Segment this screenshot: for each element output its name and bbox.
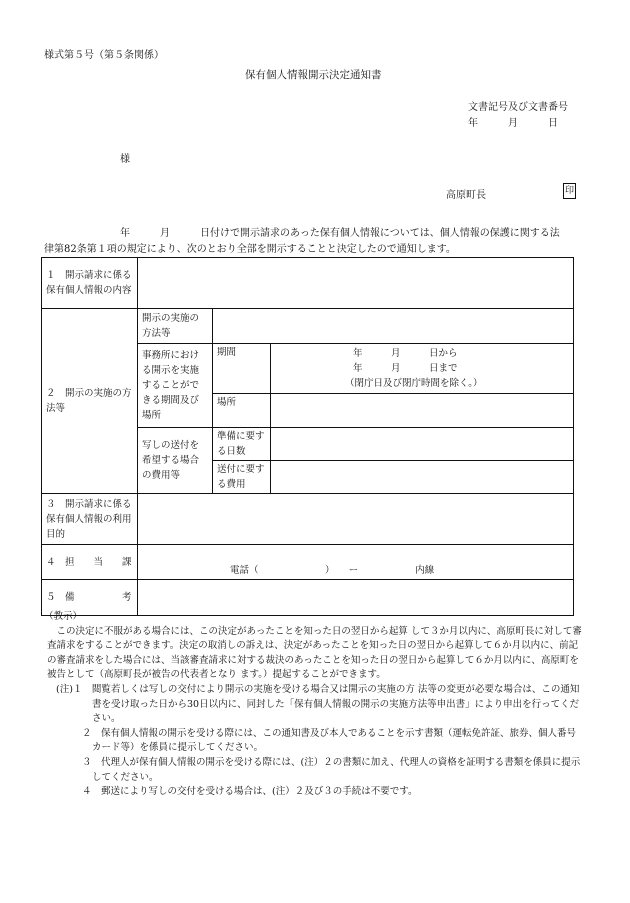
decision-table xyxy=(41,257,574,616)
send-cost-value xyxy=(271,461,574,494)
period-note: （閉庁日及び閉庁時間を除く。） xyxy=(345,378,483,389)
place-value xyxy=(271,394,574,428)
remarks-label: ５ 備 考 xyxy=(42,580,138,616)
issue-date: 年 月 日 xyxy=(468,118,558,129)
place-label: 場所 xyxy=(213,394,271,428)
prep-days-label: 準備に要する日数 xyxy=(213,428,271,461)
method-value xyxy=(213,309,574,344)
note-3: ３ 代理人が保有個人情報の開示を受ける際には、(注）２の書類に加え、代理人の資格を証明する書類を係員に提示してください。 xyxy=(82,756,581,783)
office-label: 事務所における開示を実施することができる期間及び場所 xyxy=(138,344,213,428)
note-1: (注)１ 閲覧若しくは写しの交付により開示の実施を受ける場合又は開示の実施の方 法等の変更が必要な場合は、この通知書を受け取った日から30日以内に、同封した「保有個人情報の開示の実施方法等申出書」により申出を行ってください。 xyxy=(56,683,580,725)
seal-box: 印 xyxy=(563,183,576,199)
note-2: ２ 保有個人情報の開示を受ける際には、この通知書及び本人であることを示す書類（運転免許証、旅券、個人番号カード等）を係員に提示してください。 xyxy=(82,727,577,754)
content-value xyxy=(138,258,574,309)
doc-number: 文書記号及び文書番号 xyxy=(468,102,568,113)
copy-cost-label: 写しの送付を希望する場合の費用等 xyxy=(138,428,213,494)
notes-heading: （教示） xyxy=(44,611,83,622)
send-cost-label: 送付に要する費用 xyxy=(213,461,271,494)
period-from: 年 月 日から xyxy=(353,348,458,359)
recipient-suffix: 様 xyxy=(120,154,130,165)
teaching-text: この決定に不服がある場合には、この決定があったことを知った日の翌日から起算 して３か月以内に、高原町長に対して審査請求をすることができます。決定の取消しの訴えは、決定があったことを知った日の翌日から起算して６か月以内に、前記の審査請求をした場合には、当該審査請求に対する裁決のあったことを知った日の翌日から起算して６か月以内に、高原町を被告として（高原町長が被告の代表者となり ます。）提起することができます。 xyxy=(47,625,582,681)
form-number: 様式第５号（第５条関係） xyxy=(44,50,164,61)
issuer: 高原町長 xyxy=(446,190,486,201)
intro-line-2: 律第82条第１項の規定により、次のとおり全部を開示することと決定したので通知します。 xyxy=(44,244,456,255)
period-label: 期間 xyxy=(213,344,271,394)
period-value xyxy=(271,344,574,394)
phone-line: 電話（ ） ー 内線 xyxy=(138,545,574,580)
purpose-value xyxy=(138,494,574,545)
content-label: １ 開示請求に係る保有個人情報の内容 xyxy=(42,258,138,309)
method-label: 開示の実施の方法等 xyxy=(138,309,213,344)
purpose-label: ３ 開示請求に係る保有個人情報の利用目的 xyxy=(42,494,138,545)
page-title: 保有個人情報開示決定通知書 xyxy=(245,69,382,81)
department-label: ４ 担 当 課 xyxy=(42,545,138,580)
notes-section xyxy=(44,610,584,800)
method-section-label: ２ 開示の実施の方法等 xyxy=(42,309,138,494)
period-to: 年 月 日まで xyxy=(353,363,458,374)
prep-days-value xyxy=(271,428,574,461)
note-4: ４ 郵送により写しの交付を受ける場合は、(注）２及び３の手続は不要です。 xyxy=(82,786,418,798)
intro-line-1: 年 月 日付けで開示請求のあった保有個人情報については、個人情報の保護に関する法 xyxy=(120,228,560,239)
